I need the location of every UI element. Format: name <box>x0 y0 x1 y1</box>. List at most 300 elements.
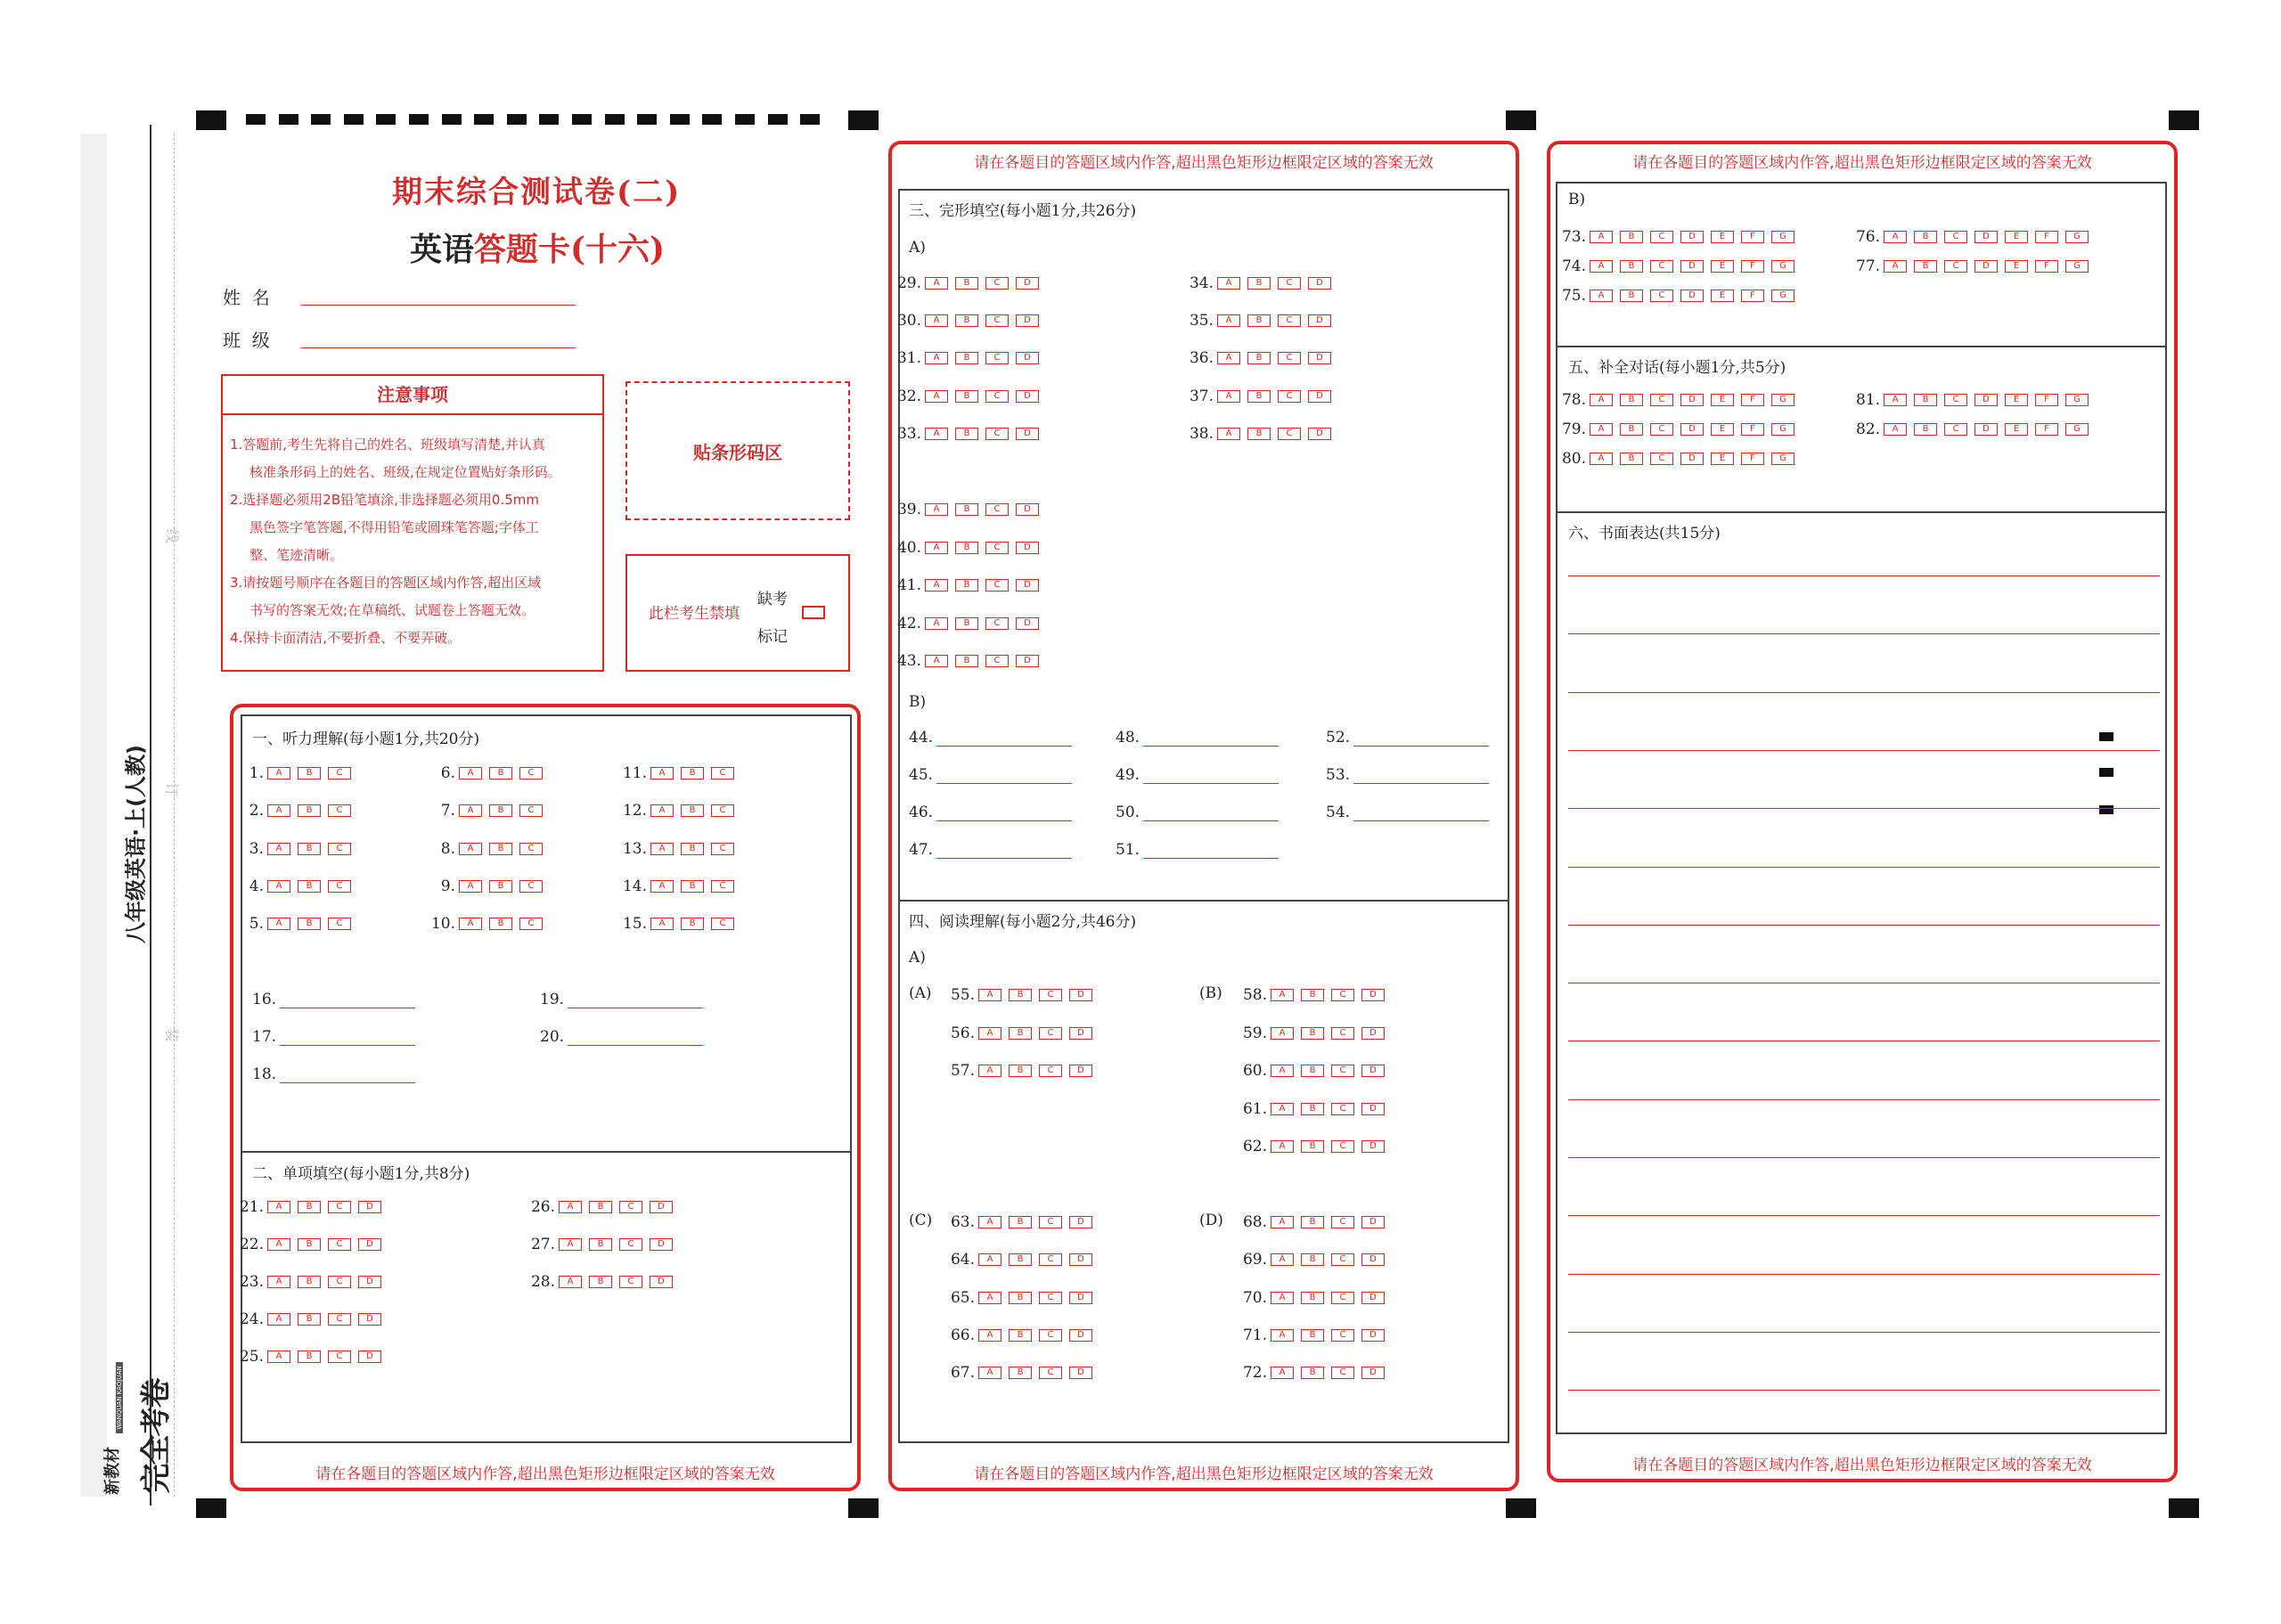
answer-line[interactable] <box>936 768 1072 784</box>
answer-bubble[interactable]: D <box>1069 1329 1092 1342</box>
writing-line[interactable] <box>1568 1332 2160 1333</box>
answer-bubble[interactable]: B <box>681 767 704 779</box>
class-field[interactable] <box>301 347 576 348</box>
answer-bubble[interactable]: B <box>1009 989 1032 1001</box>
answer-bubble[interactable]: B <box>1620 290 1643 302</box>
answer-bubble[interactable]: E <box>1711 231 1734 243</box>
answer-bubble[interactable]: C <box>1278 390 1301 403</box>
answer-bubble[interactable]: D <box>1680 231 1704 243</box>
answer-bubble[interactable]: C <box>711 843 734 855</box>
answer-bubble[interactable]: E <box>1711 290 1734 302</box>
answer-bubble[interactable]: C <box>985 655 1009 667</box>
answer-bubble[interactable]: C <box>1039 1216 1062 1228</box>
answer-bubble[interactable]: B <box>589 1238 612 1251</box>
answer-bubble[interactable]: B <box>489 918 512 930</box>
answer-bubble[interactable]: B <box>1009 1065 1032 1077</box>
answer-bubble[interactable]: A <box>650 880 674 893</box>
answer-bubble[interactable]: B <box>1914 423 1937 436</box>
answer-bubble[interactable]: D <box>1974 423 1998 436</box>
answer-bubble[interactable]: B <box>1620 394 1643 406</box>
answer-bubble[interactable]: A <box>1217 314 1240 327</box>
answer-bubble[interactable]: B <box>1009 1329 1032 1342</box>
writing-line[interactable] <box>1568 1099 2160 1100</box>
answer-bubble[interactable]: C <box>1039 1329 1062 1342</box>
answer-bubble[interactable]: C <box>1331 1216 1354 1228</box>
answer-bubble[interactable]: A <box>1271 1140 1294 1153</box>
answer-bubble[interactable]: B <box>681 918 704 930</box>
answer-bubble[interactable]: C <box>328 843 351 855</box>
answer-bubble[interactable]: C <box>985 277 1009 290</box>
answer-bubble[interactable]: D <box>1361 1367 1385 1379</box>
answer-bubble[interactable]: E <box>2005 423 2028 436</box>
answer-bubble[interactable]: B <box>1009 1253 1032 1266</box>
answer-bubble[interactable]: F <box>1741 453 1764 465</box>
answer-bubble[interactable]: F <box>1741 231 1764 243</box>
answer-bubble[interactable]: C <box>519 880 543 893</box>
writing-line[interactable] <box>1568 633 2160 634</box>
answer-bubble[interactable]: D <box>1680 290 1704 302</box>
answer-bubble[interactable]: B <box>1247 428 1271 440</box>
answer-bubble[interactable]: C <box>1039 1065 1062 1077</box>
answer-bubble[interactable]: D <box>1016 579 1039 592</box>
answer-bubble[interactable]: C <box>328 1201 351 1213</box>
answer-bubble[interactable]: C <box>711 767 734 779</box>
writing-line[interactable] <box>1568 750 2160 751</box>
answer-bubble[interactable]: A <box>1590 394 1613 406</box>
answer-bubble[interactable]: C <box>519 767 543 779</box>
answer-bubble[interactable]: C <box>1039 1367 1062 1379</box>
answer-bubble[interactable]: B <box>298 1238 321 1251</box>
answer-bubble[interactable]: C <box>328 1351 351 1363</box>
answer-bubble[interactable]: C <box>328 767 351 779</box>
answer-bubble[interactable]: C <box>1650 260 1673 273</box>
answer-line[interactable] <box>936 843 1072 859</box>
answer-bubble[interactable]: D <box>1016 352 1039 364</box>
answer-line[interactable] <box>280 1067 415 1083</box>
answer-bubble[interactable]: A <box>650 767 674 779</box>
answer-bubble[interactable]: D <box>650 1238 673 1251</box>
writing-line[interactable] <box>1568 808 2160 809</box>
answer-bubble[interactable]: A <box>1217 428 1240 440</box>
answer-bubble[interactable]: F <box>1741 423 1764 436</box>
answer-bubble[interactable]: B <box>1009 1027 1032 1040</box>
answer-bubble[interactable]: C <box>1039 1027 1062 1040</box>
answer-bubble[interactable]: D <box>1016 503 1039 516</box>
answer-line[interactable] <box>1353 768 1489 784</box>
answer-bubble[interactable]: D <box>1069 1292 1092 1304</box>
answer-bubble[interactable]: D <box>1308 390 1331 403</box>
answer-bubble[interactable]: A <box>267 767 290 779</box>
writing-line[interactable] <box>1568 575 2160 576</box>
answer-bubble[interactable]: D <box>1361 1103 1385 1115</box>
answer-bubble[interactable]: A <box>1590 423 1613 436</box>
answer-bubble[interactable]: D <box>1361 1253 1385 1266</box>
answer-bubble[interactable]: C <box>1278 277 1301 290</box>
answer-bubble[interactable]: A <box>978 1065 1002 1077</box>
answer-bubble[interactable]: F <box>2035 423 2058 436</box>
answer-bubble[interactable]: B <box>298 1313 321 1326</box>
answer-bubble[interactable]: B <box>1301 1329 1324 1342</box>
answer-bubble[interactable]: D <box>1069 1253 1092 1266</box>
answer-bubble[interactable]: D <box>1361 989 1385 1001</box>
answer-bubble[interactable]: A <box>1884 260 1907 273</box>
writing-line[interactable] <box>1568 1215 2160 1216</box>
answer-bubble[interactable]: D <box>1680 453 1704 465</box>
answer-bubble[interactable]: D <box>1680 394 1704 406</box>
answer-bubble[interactable]: C <box>1331 1103 1354 1115</box>
answer-bubble[interactable]: D <box>1308 352 1331 364</box>
answer-bubble[interactable]: A <box>459 767 482 779</box>
answer-bubble[interactable]: D <box>1361 1329 1385 1342</box>
answer-bubble[interactable]: B <box>298 1276 321 1288</box>
answer-bubble[interactable]: C <box>1650 394 1673 406</box>
answer-bubble[interactable]: A <box>925 277 948 290</box>
answer-bubble[interactable]: A <box>1590 260 1613 273</box>
answer-bubble[interactable]: D <box>1308 277 1331 290</box>
answer-bubble[interactable]: A <box>650 843 674 855</box>
answer-bubble[interactable]: A <box>925 542 948 554</box>
answer-bubble[interactable]: D <box>1069 1065 1092 1077</box>
answer-bubble[interactable]: A <box>925 428 948 440</box>
answer-bubble[interactable]: A <box>459 918 482 930</box>
answer-bubble[interactable]: D <box>1069 1367 1092 1379</box>
answer-bubble[interactable]: A <box>1217 390 1240 403</box>
answer-bubble[interactable]: C <box>1278 428 1301 440</box>
answer-bubble[interactable]: D <box>1016 617 1039 630</box>
answer-bubble[interactable]: A <box>925 503 948 516</box>
answer-bubble[interactable]: A <box>1271 989 1294 1001</box>
writing-line[interactable] <box>1568 867 2160 868</box>
answer-bubble[interactable]: B <box>1009 1216 1032 1228</box>
answer-bubble[interactable]: D <box>1361 1065 1385 1077</box>
answer-bubble[interactable]: B <box>681 880 704 893</box>
writing-line[interactable] <box>1568 1157 2160 1158</box>
answer-bubble[interactable]: E <box>1711 394 1734 406</box>
answer-bubble[interactable]: G <box>1771 231 1795 243</box>
answer-bubble[interactable]: G <box>2065 231 2089 243</box>
answer-bubble[interactable]: A <box>1590 231 1613 243</box>
answer-bubble[interactable]: B <box>955 579 978 592</box>
answer-bubble[interactable]: A <box>1271 1103 1294 1115</box>
answer-bubble[interactable]: C <box>985 579 1009 592</box>
answer-bubble[interactable]: A <box>459 880 482 893</box>
answer-bubble[interactable]: D <box>1361 1140 1385 1153</box>
answer-bubble[interactable]: C <box>1039 1292 1062 1304</box>
answer-bubble[interactable]: A <box>978 989 1002 1001</box>
answer-bubble[interactable]: D <box>358 1313 381 1326</box>
answer-bubble[interactable]: B <box>298 880 321 893</box>
answer-bubble[interactable]: B <box>1247 277 1271 290</box>
answer-bubble[interactable]: F <box>1741 394 1764 406</box>
answer-bubble[interactable]: B <box>955 542 978 554</box>
answer-bubble[interactable]: A <box>459 843 482 855</box>
answer-bubble[interactable]: B <box>1301 1103 1324 1115</box>
answer-bubble[interactable]: E <box>2005 394 2028 406</box>
answer-bubble[interactable]: A <box>978 1253 1002 1266</box>
answer-line[interactable] <box>1143 768 1279 784</box>
answer-bubble[interactable]: B <box>298 1351 321 1363</box>
answer-bubble[interactable]: B <box>955 277 978 290</box>
answer-bubble[interactable]: A <box>1271 1292 1294 1304</box>
answer-bubble[interactable]: B <box>1301 1065 1324 1077</box>
answer-bubble[interactable]: C <box>1331 989 1354 1001</box>
answer-bubble[interactable]: G <box>1771 453 1795 465</box>
answer-bubble[interactable]: B <box>955 617 978 630</box>
answer-bubble[interactable]: B <box>1009 1292 1032 1304</box>
answer-bubble[interactable]: E <box>1711 423 1734 436</box>
answer-bubble[interactable]: B <box>681 804 704 817</box>
answer-bubble[interactable]: B <box>1620 260 1643 273</box>
answer-bubble[interactable]: B <box>1301 989 1324 1001</box>
writing-line[interactable] <box>1568 1390 2160 1391</box>
answer-bubble[interactable]: D <box>1016 542 1039 554</box>
answer-bubble[interactable]: G <box>2065 260 2089 273</box>
answer-bubble[interactable]: C <box>711 804 734 817</box>
answer-bubble[interactable]: D <box>358 1201 381 1213</box>
answer-bubble[interactable]: B <box>1247 390 1271 403</box>
answer-bubble[interactable]: A <box>559 1201 582 1213</box>
answer-bubble[interactable]: A <box>267 804 290 817</box>
answer-bubble[interactable]: A <box>559 1238 582 1251</box>
answer-bubble[interactable]: A <box>925 617 948 630</box>
answer-bubble[interactable]: B <box>681 843 704 855</box>
answer-bubble[interactable]: B <box>955 655 978 667</box>
answer-bubble[interactable]: D <box>1069 989 1092 1001</box>
answer-line[interactable] <box>1143 805 1279 821</box>
answer-bubble[interactable]: A <box>925 314 948 327</box>
answer-bubble[interactable]: C <box>985 542 1009 554</box>
answer-bubble[interactable]: C <box>711 918 734 930</box>
answer-bubble[interactable]: B <box>589 1276 612 1288</box>
answer-bubble[interactable]: D <box>358 1276 381 1288</box>
answer-bubble[interactable]: B <box>1301 1216 1324 1228</box>
answer-bubble[interactable]: C <box>1650 423 1673 436</box>
answer-line[interactable] <box>1353 805 1489 821</box>
answer-bubble[interactable]: A <box>978 1027 1002 1040</box>
answer-bubble[interactable]: E <box>1711 260 1734 273</box>
answer-bubble[interactable]: D <box>358 1238 381 1251</box>
answer-bubble[interactable]: C <box>1944 231 1967 243</box>
answer-line[interactable] <box>568 992 703 1008</box>
answer-bubble[interactable]: A <box>978 1367 1002 1379</box>
answer-bubble[interactable]: D <box>1974 231 1998 243</box>
answer-line[interactable] <box>280 992 415 1008</box>
answer-bubble[interactable]: A <box>650 918 674 930</box>
answer-bubble[interactable]: B <box>298 843 321 855</box>
answer-bubble[interactable]: B <box>955 428 978 440</box>
answer-bubble[interactable]: B <box>1247 314 1271 327</box>
writing-line[interactable] <box>1568 692 2160 693</box>
answer-line[interactable] <box>936 805 1072 821</box>
answer-bubble[interactable]: G <box>2065 394 2089 406</box>
answer-bubble[interactable]: C <box>1331 1027 1354 1040</box>
answer-bubble[interactable]: B <box>1620 423 1643 436</box>
answer-line[interactable] <box>568 1030 703 1046</box>
answer-bubble[interactable]: C <box>1944 394 1967 406</box>
answer-bubble[interactable]: A <box>1271 1216 1294 1228</box>
answer-bubble[interactable]: A <box>1217 277 1240 290</box>
answer-bubble[interactable]: A <box>267 1313 290 1326</box>
answer-bubble[interactable]: A <box>1590 453 1613 465</box>
answer-bubble[interactable]: A <box>267 1238 290 1251</box>
answer-bubble[interactable]: B <box>1247 352 1271 364</box>
answer-bubble[interactable]: F <box>2035 394 2058 406</box>
answer-bubble[interactable]: C <box>711 880 734 893</box>
answer-bubble[interactable]: E <box>2005 260 2028 273</box>
answer-bubble[interactable]: D <box>1016 277 1039 290</box>
answer-bubble[interactable]: B <box>1301 1367 1324 1379</box>
answer-bubble[interactable]: A <box>1884 394 1907 406</box>
answer-line[interactable] <box>1143 843 1279 859</box>
answer-bubble[interactable]: E <box>1711 453 1734 465</box>
answer-bubble[interactable]: B <box>1301 1027 1324 1040</box>
answer-bubble[interactable]: D <box>1069 1216 1092 1228</box>
absent-checkbox[interactable] <box>802 606 825 619</box>
answer-bubble[interactable]: A <box>925 655 948 667</box>
answer-bubble[interactable]: C <box>619 1201 642 1213</box>
answer-bubble[interactable]: B <box>1009 1367 1032 1379</box>
answer-bubble[interactable]: B <box>1620 231 1643 243</box>
answer-bubble[interactable]: A <box>1884 231 1907 243</box>
answer-bubble[interactable]: B <box>1914 394 1937 406</box>
answer-bubble[interactable]: D <box>1308 428 1331 440</box>
answer-bubble[interactable]: C <box>1944 260 1967 273</box>
answer-bubble[interactable]: C <box>985 428 1009 440</box>
answer-bubble[interactable]: D <box>1361 1216 1385 1228</box>
answer-bubble[interactable]: D <box>1016 314 1039 327</box>
answer-bubble[interactable]: C <box>985 503 1009 516</box>
answer-bubble[interactable]: A <box>1271 1367 1294 1379</box>
answer-bubble[interactable]: B <box>489 880 512 893</box>
answer-bubble[interactable]: A <box>1217 352 1240 364</box>
answer-bubble[interactable]: F <box>1741 260 1764 273</box>
answer-bubble[interactable]: D <box>1680 423 1704 436</box>
answer-bubble[interactable]: D <box>650 1276 673 1288</box>
answer-bubble[interactable]: C <box>519 804 543 817</box>
answer-bubble[interactable]: B <box>955 390 978 403</box>
answer-bubble[interactable]: D <box>1361 1292 1385 1304</box>
answer-line[interactable] <box>280 1030 415 1046</box>
answer-bubble[interactable]: C <box>519 918 543 930</box>
answer-bubble[interactable]: F <box>2035 231 2058 243</box>
answer-bubble[interactable]: B <box>1914 260 1937 273</box>
answer-bubble[interactable]: D <box>358 1351 381 1363</box>
answer-bubble[interactable]: C <box>1331 1253 1354 1266</box>
answer-bubble[interactable]: D <box>1974 394 1998 406</box>
answer-bubble[interactable]: A <box>925 352 948 364</box>
writing-line[interactable] <box>1568 1274 2160 1275</box>
answer-bubble[interactable]: A <box>267 1351 290 1363</box>
answer-bubble[interactable]: C <box>1944 423 1967 436</box>
answer-bubble[interactable]: D <box>1308 314 1331 327</box>
answer-bubble[interactable]: A <box>925 390 948 403</box>
answer-bubble[interactable]: C <box>1331 1329 1354 1342</box>
answer-bubble[interactable]: F <box>2035 260 2058 273</box>
answer-bubble[interactable]: C <box>328 804 351 817</box>
answer-bubble[interactable]: A <box>267 1276 290 1288</box>
answer-bubble[interactable]: B <box>955 352 978 364</box>
answer-bubble[interactable]: B <box>489 843 512 855</box>
answer-bubble[interactable]: G <box>1771 290 1795 302</box>
answer-bubble[interactable]: A <box>978 1216 1002 1228</box>
answer-bubble[interactable]: B <box>1301 1253 1324 1266</box>
answer-line[interactable] <box>1143 730 1279 747</box>
answer-bubble[interactable]: C <box>1650 290 1673 302</box>
answer-bubble[interactable]: C <box>328 918 351 930</box>
answer-bubble[interactable]: B <box>489 804 512 817</box>
answer-bubble[interactable]: C <box>985 617 1009 630</box>
answer-bubble[interactable]: C <box>328 880 351 893</box>
answer-bubble[interactable]: C <box>619 1276 642 1288</box>
answer-bubble[interactable]: C <box>328 1238 351 1251</box>
answer-bubble[interactable]: A <box>650 804 674 817</box>
name-field[interactable] <box>301 305 576 306</box>
writing-line[interactable] <box>1568 925 2160 926</box>
answer-bubble[interactable]: C <box>519 843 543 855</box>
answer-bubble[interactable]: C <box>1039 1253 1062 1266</box>
answer-bubble[interactable]: D <box>1016 390 1039 403</box>
answer-bubble[interactable]: G <box>2065 423 2089 436</box>
answer-bubble[interactable]: C <box>1331 1065 1354 1077</box>
answer-bubble[interactable]: D <box>1680 260 1704 273</box>
answer-bubble[interactable]: C <box>1331 1140 1354 1153</box>
answer-bubble[interactable]: A <box>459 804 482 817</box>
answer-bubble[interactable]: F <box>1741 290 1764 302</box>
answer-bubble[interactable]: A <box>978 1292 1002 1304</box>
answer-bubble[interactable]: A <box>267 1201 290 1213</box>
answer-bubble[interactable]: B <box>589 1201 612 1213</box>
answer-bubble[interactable]: C <box>985 314 1009 327</box>
answer-line[interactable] <box>936 730 1072 747</box>
answer-bubble[interactable]: C <box>1278 314 1301 327</box>
answer-bubble[interactable]: B <box>1301 1140 1324 1153</box>
answer-bubble[interactable]: D <box>1361 1027 1385 1040</box>
answer-bubble[interactable]: A <box>1590 290 1613 302</box>
answer-bubble[interactable]: B <box>1301 1292 1324 1304</box>
answer-bubble[interactable]: A <box>978 1329 1002 1342</box>
answer-bubble[interactable]: C <box>985 390 1009 403</box>
answer-bubble[interactable]: C <box>1331 1292 1354 1304</box>
answer-bubble[interactable]: A <box>267 918 290 930</box>
answer-bubble[interactable]: D <box>1016 655 1039 667</box>
answer-bubble[interactable]: D <box>650 1201 673 1213</box>
answer-bubble[interactable]: B <box>298 1201 321 1213</box>
answer-bubble[interactable]: A <box>1271 1065 1294 1077</box>
answer-bubble[interactable]: B <box>489 767 512 779</box>
answer-bubble[interactable]: C <box>1650 231 1673 243</box>
answer-bubble[interactable]: A <box>559 1276 582 1288</box>
answer-bubble[interactable]: A <box>267 843 290 855</box>
answer-bubble[interactable]: A <box>1271 1027 1294 1040</box>
answer-bubble[interactable]: B <box>1914 231 1937 243</box>
answer-bubble[interactable]: A <box>925 579 948 592</box>
answer-bubble[interactable]: B <box>298 918 321 930</box>
answer-bubble[interactable]: G <box>1771 260 1795 273</box>
answer-bubble[interactable]: C <box>1650 453 1673 465</box>
answer-bubble[interactable]: B <box>298 804 321 817</box>
answer-bubble[interactable]: G <box>1771 423 1795 436</box>
answer-bubble[interactable]: B <box>955 314 978 327</box>
answer-bubble[interactable]: D <box>1069 1027 1092 1040</box>
answer-bubble[interactable]: B <box>955 503 978 516</box>
answer-bubble[interactable]: B <box>1620 453 1643 465</box>
answer-bubble[interactable]: E <box>2005 231 2028 243</box>
answer-bubble[interactable]: C <box>619 1238 642 1251</box>
answer-bubble[interactable]: C <box>985 352 1009 364</box>
answer-bubble[interactable]: C <box>1278 352 1301 364</box>
answer-bubble[interactable]: D <box>1016 428 1039 440</box>
answer-bubble[interactable]: C <box>328 1313 351 1326</box>
